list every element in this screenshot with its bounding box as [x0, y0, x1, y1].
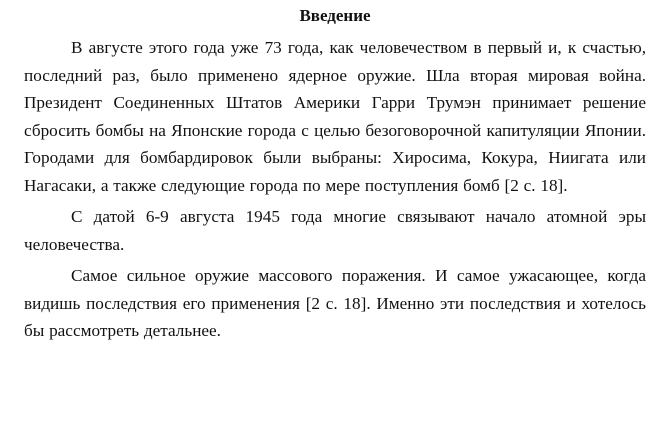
paragraph-2: С датой 6-9 августа 1945 года многие связывают начало атомной эры человечества. [24, 207, 646, 254]
paragraph-1: В августе этого года уже 73 года, как человечеством в первый и, к счастью, последний раз, было применено ядерное оружие. Шла вторая мировая война. Президент Соединенных Штатов Америки Гарри Трумэн принимает решение сбросить бомбы на Японские города с целью безоговорочной капитуляции Японии. Городами для бомбардировок были выбраны: Хиросима, Кокура, Ниигата или Нагасаки, а также следующие города по мере поступления бомб [2 с. 18]. [24, 38, 646, 195]
paragraph-3: Самое сильное оружие массового поражения. И самое ужасающее, когда видишь последствия его применения [2 с. 18]. Именно эти последствия и хотелось бы рассмотреть детальнее. [24, 266, 646, 340]
document-title: Введение [299, 6, 371, 25]
